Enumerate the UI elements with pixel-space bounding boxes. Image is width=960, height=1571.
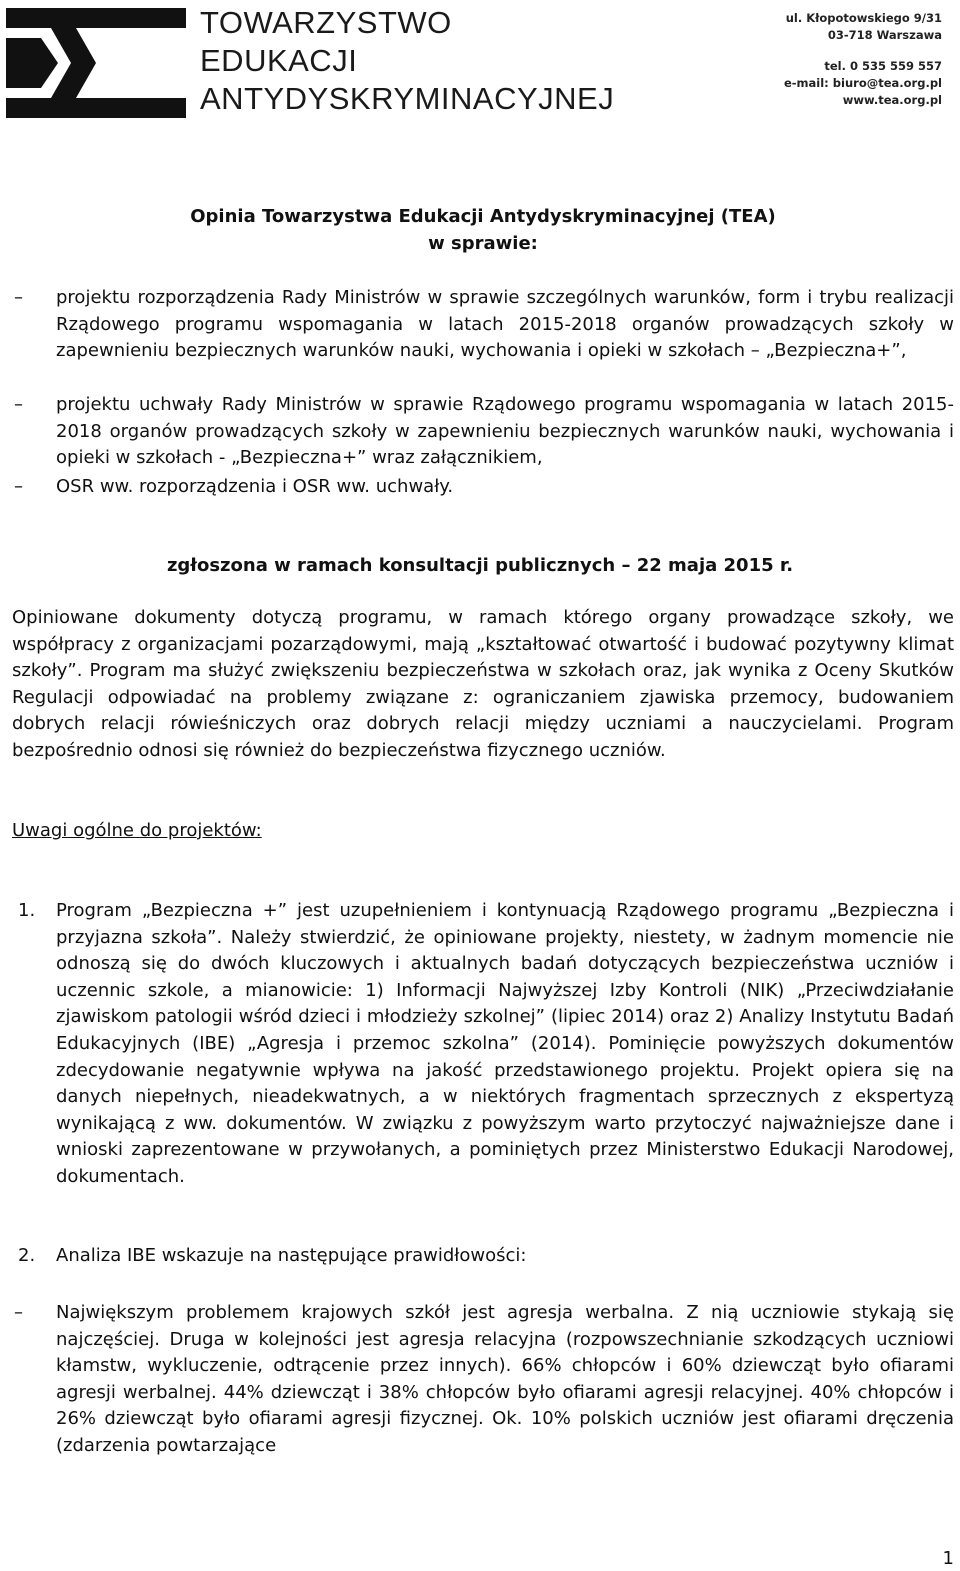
point-number: 1. xyxy=(18,900,36,921)
scope-item: projektu rozporządzenia Rady Ministrów w sprawie szczególnych warunków, form i trybu realizacji Rządowego programu wspomagania w latach 2015-2018 organów prowadzących szkoły w zapewnieniu bezpiecznych warunków nauki, wychowania i opieki w szkołach – „Bezpieczna+”, xyxy=(56,287,954,362)
scope-item: OSR ww. rozporządzenia i OSR ww. uchwały. xyxy=(56,476,454,497)
general-remarks-heading: Uwagi ogólne do projektów: xyxy=(12,820,262,841)
organization-name xyxy=(200,4,614,118)
title-line1: Opinia Towarzystwa Edukacji Antydyskryminacyjnej (TEA) xyxy=(190,206,776,227)
org-name-line3: ANTYDYSKRYMINACYJNEJ xyxy=(200,81,615,116)
phone: tel. 0 535 559 557 xyxy=(824,59,942,73)
org-name-line2: EDUKACJI xyxy=(200,43,358,78)
ibe-item: Największym problemem krajowych szkół jest agresja werbalna. Z nią uczniowie stykają się najczęściej. Druga w kolejności jest agresja relacyjna (rozpowszechnianie szkodzących uczniowi kłamstw, wykluczenie, odtrącenie przez innych). 66% chłopców i 60% dziewcząt było ofiarami agresji werbalnej. 44% dziewcząt i 38% chłopców było ofiarami agresji relacyjnej. 40% chłopców i 26% dziewcząt było ofiarami agresji fizycznej. Ok. 10% polskich uczniów jest ofiarami dręczenia (zdarzenia powtarzające xyxy=(56,1302,954,1456)
title-line2: w sprawie: xyxy=(428,233,538,254)
list-bullet: – xyxy=(14,476,23,497)
list-bullet: – xyxy=(14,394,23,415)
org-name-line1: TOWARZYSTWO xyxy=(200,5,452,40)
contact-info xyxy=(784,10,942,109)
point-number: 2. xyxy=(18,1245,36,1266)
document-title xyxy=(0,203,960,257)
intro-paragraph: Opiniowane dokumenty dotyczą programu, w ramach którego organy prowadzące szkoły, we współpracy z organizacjami pozarządowymi, mają „kształtować otwartość i budować pozytywny klimat szkoły”. Program ma służyć zwiększeniu bezpieczeństwa w szkołach oraz, jak wynika z Oceny Skutków Regulacji odpowiadać na problemy związane z: ograniczaniem zjawiska przemocy, budowaniem dobrych relacji rówieśniczych oraz dobrych relacji między uczniami a nauczycielami. Program bezpośrednio odnosi się również do bezpieczeństwa fizycznego uczniów. xyxy=(12,607,954,761)
address-line1: ul. Kłopotowskiego 9/31 xyxy=(785,11,942,25)
point-text: Analiza IBE wskazuje na następujące prawidłowości: xyxy=(56,1245,527,1266)
website-link[interactable]: www.tea.org.pl xyxy=(842,93,942,107)
subtitle: zgłoszona w ramach konsultacji publicznych – 22 maja 2015 r. xyxy=(166,555,794,576)
point-text: Program „Bezpieczna +” jest uzupełnieniem i kontynuacją Rządowego programu „Bezpieczna i przyjazna szkoła”. Należy stwierdzić, że opiniowane projekty, niestety, w żadnym momencie nie odnoszą się do dwóch kluczowych i aktualnych badań dotyczących bezpieczeństwa uczniów i uczennic szkole, a mianowicie: 1) Informacji Najwyższej Izby Kontroli (NIK) „Przeciwdziałanie zjawiskom patologii wśród dzieci i młodzieży szkolnej” (lipiec 2014) oraz 2) Analizy Instytutu Badań Edukacyjnych (IBE) „Agresja i przemoc szkolna” (2014). Pominięcie powyższych dokumentów zdecydowanie negatywnie wpływa na jakość przedstawionego projektu. Projekt opiera się na danych niepełnych, nieadekwatnych, a w niektórych fragmentach sprzecznych z ekspertyzą wynikającą z ww. dokumentów. W związku z powyższym warto przytoczyć najważniejsze dane i wnioski zaprezentowane w przywołanych, a pominiętych przez Ministerstwo Edukacji Narodowej, dokumentach. xyxy=(56,900,954,1187)
tea-logo-icon xyxy=(6,8,186,118)
scope-item: projektu uchwały Rady Ministrów w sprawie Rządowego programu wspomagania w latach 2015-2018 organów prowadzących szkoły w zapewnieniu bezpiecznych warunków nauki, wychowania i opieki w szkołach - „Bezpieczna+” wraz załącznikiem, xyxy=(56,394,954,469)
list-bullet: – xyxy=(14,287,23,308)
address-line2: 03-718 Warszawa xyxy=(827,28,942,42)
email[interactable]: e-mail: biuro@tea.org.pl xyxy=(783,76,942,90)
page-number: 1 xyxy=(942,1548,954,1569)
list-bullet: – xyxy=(14,1302,23,1323)
